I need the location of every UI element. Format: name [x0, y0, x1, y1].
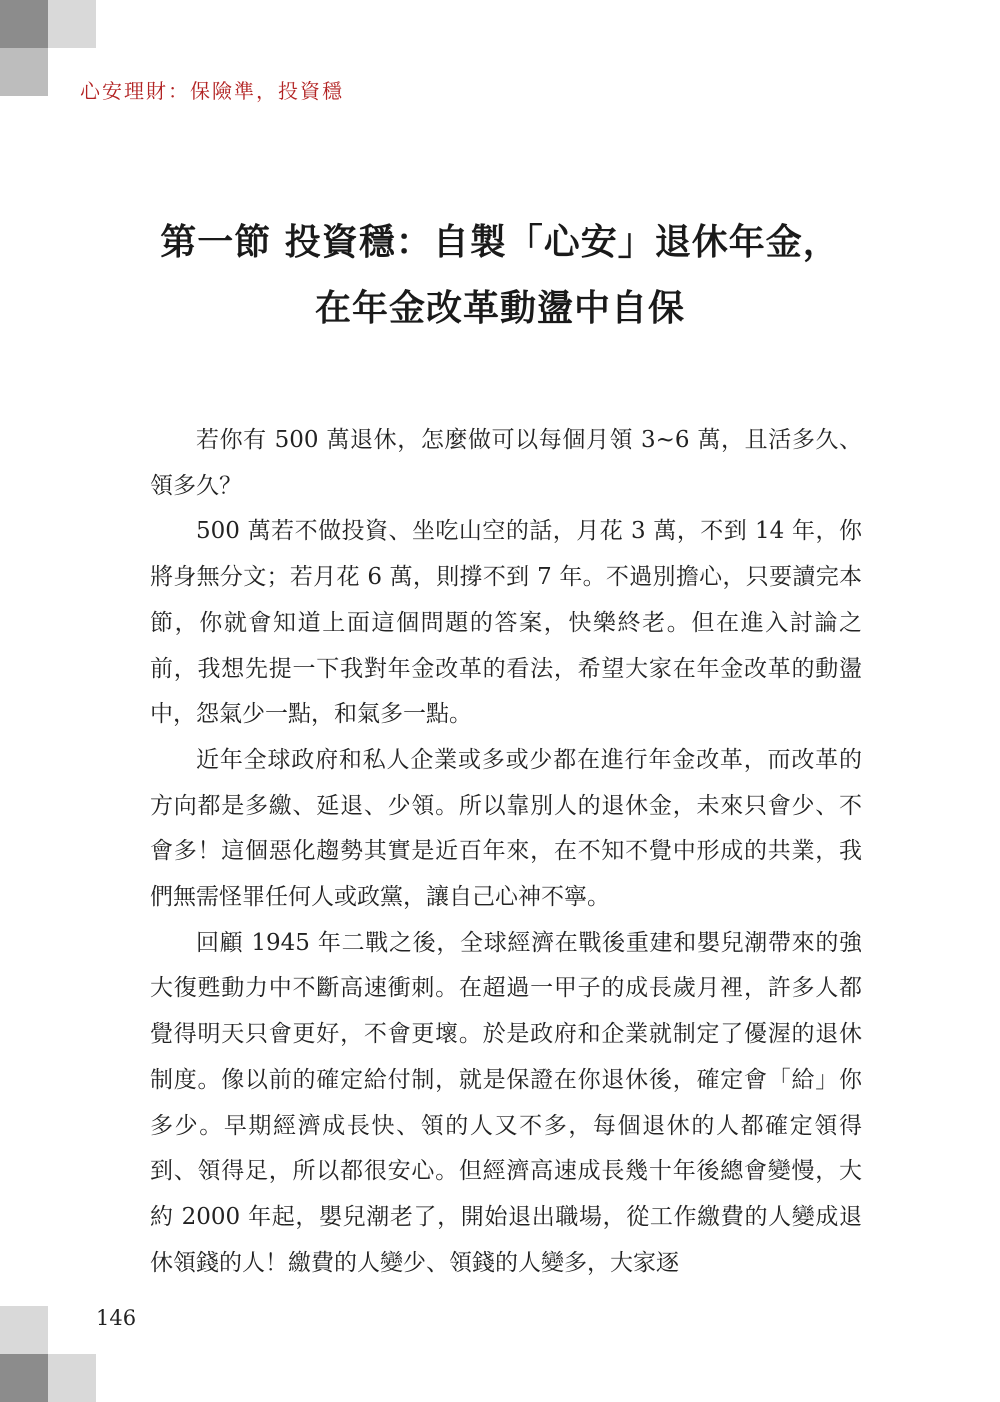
- corner-block-bottom-light-2: [48, 1354, 96, 1402]
- corner-block-top-mid: [0, 48, 48, 96]
- paragraph-1: 若你有 500 萬退休，怎麼做可以每個月領 3~6 萬，且活多久、領多久？: [150, 427, 862, 499]
- corner-block-top-light: [48, 0, 96, 48]
- section-title-line2: 在年金改革動盪中自保: [314, 288, 685, 329]
- page-number: 146: [96, 1306, 137, 1330]
- running-head: 心安理財：保險準，投資穩: [80, 79, 344, 103]
- corner-block-bottom-light: [0, 1306, 48, 1354]
- corner-block-top-dark: [0, 0, 48, 48]
- corner-block-bottom-dark: [0, 1354, 48, 1402]
- paragraph-3: 近年全球政府和私人企業或多或少都在進行年金改革，而改革的方向都是多繳、延退、少領。所以靠別人的退休金，未來只會少、不會多！這個惡化趨勢其實是近百年來，在不知不覺中形成的共業，我們無需怪罪任何人或政黨，讓自己心神不寧。: [150, 746, 862, 911]
- body-text: [150, 418, 862, 1286]
- paragraph-4: 回顧 1945 年二戰之後，全球經濟在戰後重建和嬰兒潮帶來的強大復甦動力中不斷高速衝刺。在超過一甲子的成長歲月裡，許多人都覺得明天只會更好，不會更壞。於是政府和企業就制定了優渥的退休制度。像以前的確定給付制，就是保證在你退休後，確定會「給」你多少。早期經濟成長快、領的人又不多，每個退休的人都確定領得到、領得足，所以都很安心。但經濟高速成長幾十年後總會變慢，大約 2000 年起，嬰兒潮老了，開始退出職場，從工作繳費的人變成退休領錢的人！繳費的人變少、領錢的人變多，大家逐: [150, 929, 862, 1276]
- section-title-line1: 第一節 投資穩：自製「心安」退休年金，: [160, 222, 840, 263]
- paragraph-2: 500 萬若不做投資、坐吃山空的話，月花 3 萬，不到 14 年，你將身無分文；若月花 6 萬，則撐不到 7 年。不過別擔心，只要讀完本節，你就會知道上面這個問題的答案，快樂終老。但在進入討論之前，我想先提一下我對年金改革的看法，希望大家在年金改革的動盪中，怨氣少一點，和氣多一點。: [150, 518, 862, 728]
